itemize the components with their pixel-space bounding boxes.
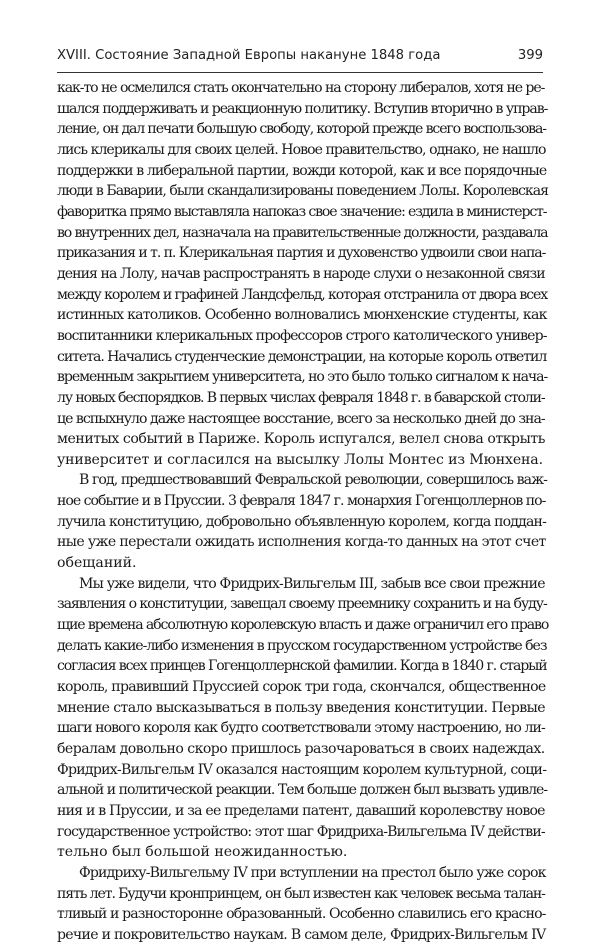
text-line: ные уже перестали ожидать исполнения когда-то данных на этот счет xyxy=(57,534,546,551)
text-line: лучила конституцию, добровольно объявленную королем, когда поддан- xyxy=(57,513,547,530)
text-line: пять лет. Будучи кронпринцем, он был известен как человек весьма талан- xyxy=(57,885,545,902)
text-line: Фридрих-Вильгельм IV оказался настоящим королем культурной, соци- xyxy=(57,761,547,778)
chapter-title: XVIII. Состояние Западной Европы накануне 1848 года xyxy=(57,48,441,63)
text-line: обещаний. xyxy=(57,555,137,572)
text-line: щие времена абсолютную королевскую власть и даже ограничил его право xyxy=(57,617,549,634)
paragraph-4 xyxy=(57,863,546,946)
text-line: ное событие и в Пруссии. 3 февраля 1847 г. монархия Гогенцоллернов по- xyxy=(57,493,546,510)
text-line: поддержки в либеральной партии, вожди которой, как и все порядочные xyxy=(57,162,547,179)
text-line: согласия всех принцев Гогенцоллернской фамилии. Когда в 1840 г. старый xyxy=(57,658,547,675)
text-line: шаги нового короля как будто соответствовали этому настроению, но ли- xyxy=(57,720,545,737)
text-line: ситета. Начались студенческие демонстрации, на которые король ответил xyxy=(57,348,547,365)
text-line: ния и в Пруссии, и за ее пределами патент, даваший королевству новое xyxy=(57,802,545,819)
text-line: во внутренних дел, назначала на правительственные должности, раздавала xyxy=(57,224,548,241)
text-line: фаворитка прямо выставляла напоказ свое значение: ездила в министерст- xyxy=(57,203,547,220)
text-line: альной и политической реакции. Тем больше должен был вызвать удивле- xyxy=(57,782,548,799)
text-line: шался поддерживать и реакционную политику. Вступив вторично в управ- xyxy=(57,100,548,117)
text-line: ление, он дал печати большую свободу, которой прежде всего воспользова- xyxy=(57,121,546,138)
text-line: тельно был большой неожиданностью. xyxy=(57,844,348,861)
text-line: делать какие-либо изменения в прусском государственном устройстве без xyxy=(57,637,547,654)
text-line: дения на Лолу, начав распространять в народе слухи о незаконной связи xyxy=(57,265,545,282)
body-text xyxy=(57,78,549,946)
text-line: как-то не осмелился стать окончательно на сторону либералов, хотя не ре- xyxy=(57,80,545,96)
paragraph-3 xyxy=(57,574,549,863)
text-line: лу новых беспорядков. В первых числах февраля 1848 г. в баварской столи- xyxy=(57,389,545,406)
text-line: Мы уже видели, что Фридрих-Вильгельм III, забыв все свои прежние xyxy=(79,575,545,592)
text-line: люди в Баварии, были скандализированы поведением Лолы. Королевская xyxy=(57,183,549,200)
text-line: временным закрытием университета, но это было только сигналом к нача- xyxy=(57,369,548,386)
running-header xyxy=(57,48,543,70)
text-line: В год, предшествовавший Февральской революции, совершилось важ- xyxy=(79,472,548,489)
text-line: истинных католиков. Особенно волновались мюнхенские студенты, как xyxy=(57,307,547,324)
text-line: лись клерикалы для своих целей. Новое правительство, однако, не нашло xyxy=(57,141,546,158)
paragraph-1 xyxy=(57,78,549,470)
text-line: воспитанники клерикальных профессоров строго католического универ- xyxy=(57,327,547,344)
header-rule xyxy=(57,72,543,73)
text-line: государственное устройство: этот шаг Фридриха-Вильгельма IV действи- xyxy=(57,823,545,840)
text-line: король, правивший Пруссией сорок три года, скончался, общественное xyxy=(57,679,546,696)
text-line: тливый и разносторонне образованный. Особенно славились его красно- xyxy=(57,906,546,923)
text-line: университет и согласился на высылку Лолы Монтес из Мюнхена. xyxy=(57,451,543,468)
text-line: це вспыхнуло даже настоящее восстание, всего за несколько дней до зна- xyxy=(57,410,545,427)
page-number: 399 xyxy=(517,48,543,63)
text-line: приказания и т. п. Клерикальная партия и духовенство удвоили свои напа- xyxy=(57,245,546,262)
text-line: менитых событий в Париже. Король испугался, велел снова открыть xyxy=(57,431,545,448)
text-line: заявления о конституции, завещал своему преемнику сохранить и на буду- xyxy=(57,596,547,613)
text-line: бералам довольно скоро пришлось разочароваться в своих надеждах. xyxy=(57,741,545,757)
text-line: мнение стало высказываться в пользу введения конституции. Первые xyxy=(57,699,546,716)
text-line: между королем и графиней Ландсфельд, которая отстранила от двора всех xyxy=(57,286,548,303)
text-line: речие и покровительство наукам. В самом деле, Фридрих-Вильгельм IV xyxy=(57,926,546,943)
text-line: Фридриху-Вильгельму IV при вступлении на престол было уже сорок xyxy=(79,864,546,881)
paragraph-2 xyxy=(57,470,548,573)
